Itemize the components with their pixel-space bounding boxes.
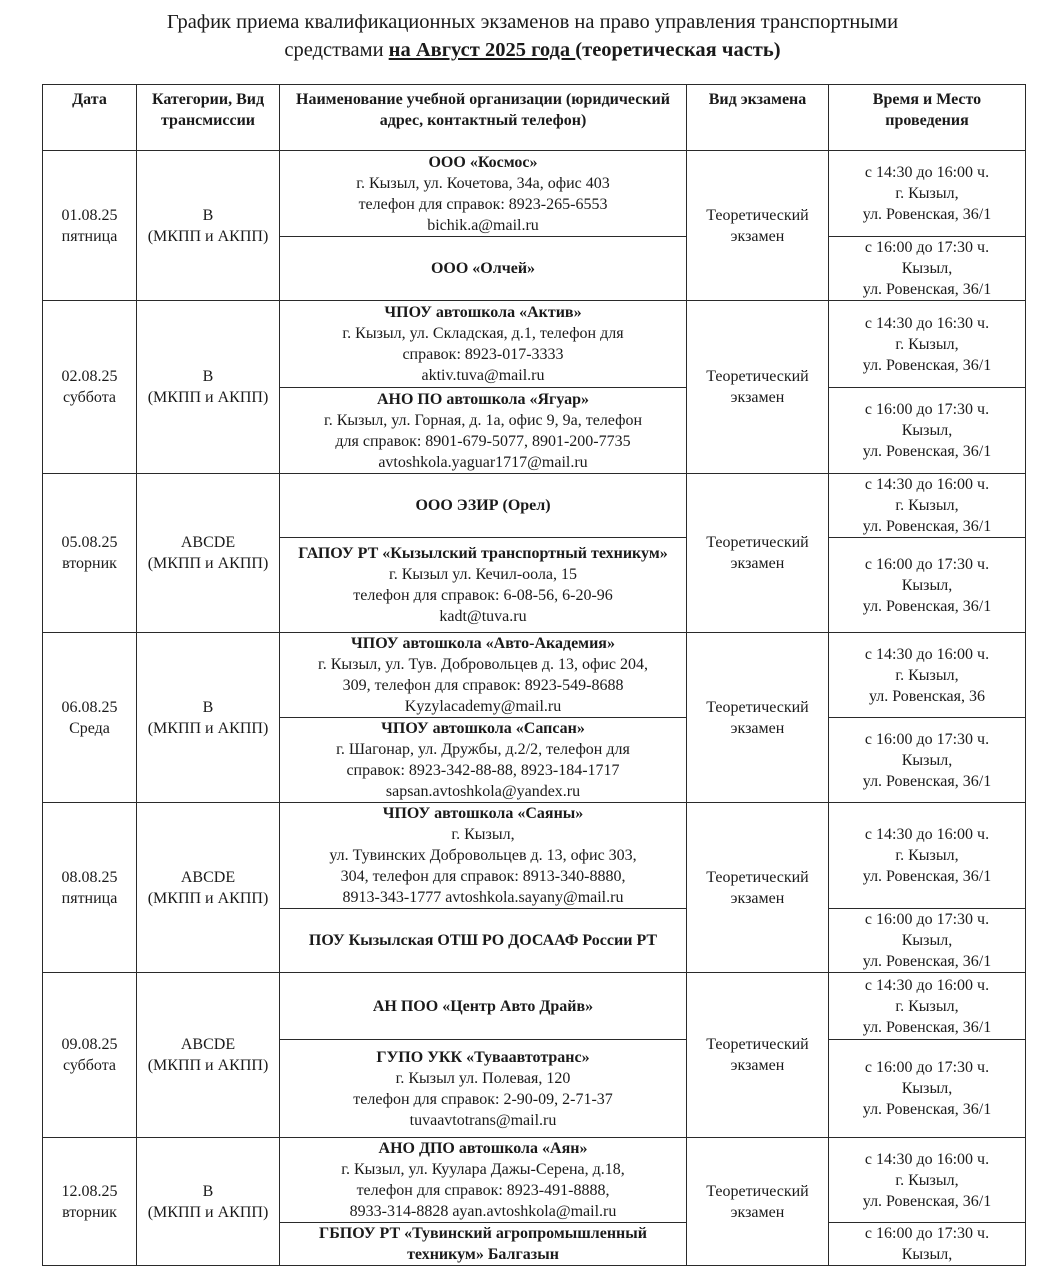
header-date: Дата xyxy=(43,85,137,151)
date-value: 06.08.25 xyxy=(61,698,118,716)
org-name: ООО «Олчей» xyxy=(430,260,536,277)
date-value: 12.08.25 xyxy=(61,1182,118,1200)
weekday: суббота xyxy=(62,1057,117,1074)
org-detail-line: г. Кызыл, xyxy=(451,826,515,843)
time-place-line: с 16:00 до 17:30 ч. xyxy=(864,1225,990,1242)
category-value: ABCDE xyxy=(180,868,236,886)
date-cell xyxy=(43,151,137,301)
category-cell xyxy=(137,973,280,1138)
org-detail-line: г. Шагонар, ул. Дружбы, д.2/2, телефон для xyxy=(336,741,630,758)
org-detail-line: г. Кызыл, ул. Куулара Дажы-Серена, д.18, xyxy=(341,1161,625,1178)
org-detail-line: телефон для справок: 8923-491-8888, xyxy=(356,1182,610,1199)
org-detail-line: г. Кызыл, ул. Тув. Добровольцев д. 13, офис 204, xyxy=(317,656,648,673)
time-place-line: с 16:00 до 17:30 ч. xyxy=(864,401,990,418)
category-value: B xyxy=(202,1182,214,1200)
time-place-line: Кызыл, xyxy=(901,751,953,769)
transmission: (МКПП и АКПП) xyxy=(147,1057,269,1074)
title-line-2 xyxy=(40,36,1025,64)
time-place-line: с 16:00 до 17:30 ч. xyxy=(864,555,990,573)
org-cell xyxy=(280,803,687,909)
transmission: (МКПП и АКПП) xyxy=(147,1203,269,1221)
org-detail-line: телефон для справок: 8923-265-6553 xyxy=(358,195,608,213)
org-cell xyxy=(280,1223,687,1266)
title-line-1: График приема квалификационных экзаменов на право управления транспортными xyxy=(166,11,899,33)
org-name: ГУПО УКК «Туваавтотранс» xyxy=(376,1048,590,1066)
header-time-place: Время и Место проведения xyxy=(829,85,1026,151)
time-place-cell xyxy=(829,973,1026,1040)
title-period: на Август 2025 года xyxy=(388,39,576,61)
org-cell xyxy=(280,237,687,301)
transmission: (МКПП и АКПП) xyxy=(147,227,269,245)
org-detail-line: 8913-343-1777 avtoshkola.sayany@mail.ru xyxy=(342,889,624,906)
org-name: ГАПОУ РТ «Кызылский транспортный техникум» xyxy=(298,545,668,562)
time-place-line: г. Кызыл, xyxy=(895,847,959,864)
org-name: ПОУ Кызылская ОТШ РО ДОСААФ России РТ xyxy=(308,932,658,949)
org-detail-line: 8933-314-8828 ayan.avtoshkola@mail.ru xyxy=(349,1203,617,1220)
time-place-line: ул. Ровенская, 36/1 xyxy=(862,206,992,223)
org-detail-line: 304, телефон для справок: 8913-340-8880, xyxy=(340,868,626,885)
org-name: ЧПОУ автошкола «Сапсан» xyxy=(381,720,585,737)
time-place-line: ул. Ровенская, 36/1 xyxy=(862,1101,992,1118)
weekday: пятница xyxy=(61,889,118,907)
time-place-cell xyxy=(829,1138,1026,1223)
date-value: 05.08.25 xyxy=(61,534,118,551)
table-row xyxy=(43,633,1026,718)
category-value: B xyxy=(202,206,214,224)
org-detail-line: tuvaavtotrans@mail.ru xyxy=(409,1111,557,1129)
org-cell xyxy=(280,633,687,718)
time-place-line: ул. Ровенская, 36/1 xyxy=(862,772,992,790)
date-value: 01.08.25 xyxy=(61,206,118,224)
org-detail-line: г. Кызыл, ул. Горная, д. 1а, офис 9, 9а, телефон xyxy=(323,411,643,429)
org-cell xyxy=(280,388,687,474)
time-place-line: ул. Ровенская, 36/1 xyxy=(862,868,992,885)
date-cell xyxy=(43,803,137,973)
time-place-line: с 14:30 до 16:00 ч. xyxy=(864,164,990,181)
exam-type-cell: Теоретический экзамен xyxy=(687,973,829,1138)
schedule-body xyxy=(43,151,1026,1266)
weekday: вторник xyxy=(62,1203,117,1221)
time-place-line: ул. Ровенская, 36/1 xyxy=(862,356,992,374)
time-place-cell xyxy=(829,718,1026,803)
time-place-line: ул. Ровенская, 36/1 xyxy=(862,443,992,460)
date-cell xyxy=(43,301,137,474)
date-cell xyxy=(43,474,137,633)
org-detail-line: для справок: 8901-679-5077, 8901-200-7735 xyxy=(335,432,631,450)
org-detail-line: ул. Тувинских Добровольцев д. 13, офис 303, xyxy=(329,847,637,864)
org-cell xyxy=(280,973,687,1040)
time-place-cell xyxy=(829,633,1026,718)
org-detail-line: sapsan.avtoshkola@yandex.ru xyxy=(385,783,581,800)
time-place-line: с 14:30 до 16:00 ч. xyxy=(864,976,990,994)
document-title xyxy=(40,8,1025,64)
time-place-line: ул. Ровенская, 36/1 xyxy=(862,281,992,298)
time-place-line: г. Кызыл, xyxy=(895,1171,959,1189)
date-cell xyxy=(43,633,137,803)
exam-type-cell: Теоретический экзамен xyxy=(687,301,829,474)
org-detail-line: справок: 8923-017-3333 xyxy=(402,346,564,363)
time-place-cell xyxy=(829,1223,1026,1266)
org-cell xyxy=(280,538,687,633)
org-name: АН ПОО «Центр Авто Драйв» xyxy=(372,997,594,1015)
org-detail-line: aktiv.tuva@mail.ru xyxy=(421,367,545,384)
time-place-line: с 14:30 до 16:00 ч. xyxy=(864,1150,990,1168)
category-cell xyxy=(137,1138,280,1266)
date-value: 09.08.25 xyxy=(61,1036,118,1053)
time-place-line: Кызыл, xyxy=(901,932,953,949)
org-detail-line: г. Кызыл ул. Кечил-оола, 15 xyxy=(388,566,578,583)
time-place-line: Кызыл, xyxy=(901,260,953,277)
table-row xyxy=(43,474,1026,538)
schedule-table xyxy=(42,84,1026,1266)
transmission: (МКПП и АКПП) xyxy=(147,555,269,572)
time-place-line: с 16:00 до 17:30 ч. xyxy=(864,239,990,256)
time-place-line: Кызыл, xyxy=(901,1080,953,1097)
exam-type-cell: Теоретический экзамен xyxy=(687,1138,829,1266)
org-name: ЧПОУ автошкола «Актив» xyxy=(384,304,582,321)
org-name: ЧПОУ автошкола «Саяны» xyxy=(382,805,584,822)
org-detail-line: г. Кызыл, ул. Кочетова, 34а, офис 403 xyxy=(356,174,610,192)
category-cell xyxy=(137,803,280,973)
time-place-line: г. Кызыл, xyxy=(895,997,959,1015)
header-org: Наименование учебной организации (юридический адрес, контактный телефон) xyxy=(280,85,687,151)
time-place-cell xyxy=(829,237,1026,301)
time-place-line: с 16:00 до 17:30 ч. xyxy=(864,911,990,928)
time-place-line: Кызыл, xyxy=(901,576,953,594)
table-row xyxy=(43,1138,1026,1223)
date-value: 08.08.25 xyxy=(61,868,118,886)
org-name: ООО ЭЗИР (Орел) xyxy=(415,497,551,514)
time-place-line: с 14:30 до 16:30 ч. xyxy=(864,314,990,332)
header-category: Категории, Вид трансмиссии xyxy=(137,85,280,151)
org-name: ЧПОУ автошкола «Авто-Академия» xyxy=(351,635,615,652)
table-row xyxy=(43,301,1026,388)
category-cell xyxy=(137,301,280,474)
org-cell xyxy=(280,1040,687,1138)
category-value: B xyxy=(202,698,214,716)
weekday: вторник xyxy=(62,555,117,572)
time-place-cell xyxy=(829,538,1026,633)
weekday: Среда xyxy=(69,719,110,737)
table-row xyxy=(43,151,1026,237)
time-place-cell xyxy=(829,909,1026,973)
time-place-line: с 16:00 до 17:30 ч. xyxy=(864,1059,990,1076)
org-detail-line: справок: 8923-342-88-88, 8923-184-1717 xyxy=(346,762,620,779)
org-detail-line: телефон для справок: 6-08-56, 6-20-96 xyxy=(353,587,613,604)
org-detail-line: avtoshkola.yaguar1717@mail.ru xyxy=(378,453,588,471)
org-cell xyxy=(280,151,687,237)
weekday: пятница xyxy=(61,227,118,245)
time-place-line: ул. Ровенская, 36 xyxy=(869,687,985,705)
category-value: B xyxy=(202,368,214,385)
table-row xyxy=(43,803,1026,909)
org-cell xyxy=(280,301,687,388)
org-cell xyxy=(280,909,687,973)
date-cell xyxy=(43,973,137,1138)
time-place-cell xyxy=(829,151,1026,237)
time-place-line: Кызыл, xyxy=(901,1246,953,1263)
time-place-line: г. Кызыл, xyxy=(895,666,959,684)
time-place-line: ул. Ровенская, 36/1 xyxy=(862,597,992,615)
time-place-line: г. Кызыл, xyxy=(895,335,959,353)
time-place-cell xyxy=(829,803,1026,909)
title-suffix: (теоретическая часть) xyxy=(575,39,781,61)
org-cell xyxy=(280,718,687,803)
time-place-line: с 14:30 до 16:00 ч. xyxy=(864,826,990,843)
category-cell xyxy=(137,633,280,803)
time-place-line: ул. Ровенская, 36/1 xyxy=(862,518,992,535)
time-place-line: ул. Ровенская, 36/1 xyxy=(862,1192,992,1210)
org-cell xyxy=(280,474,687,538)
org-detail-line: 309, телефон для справок: 8923-549-8688 xyxy=(342,677,624,694)
time-place-line: г. Кызыл, xyxy=(895,497,959,514)
org-name: АНО ПО автошкола «Ягуар» xyxy=(376,390,589,408)
title-prefix: средствами xyxy=(284,39,389,61)
org-name: ООО «Космос» xyxy=(428,153,538,171)
org-detail-line: kadt@tuva.ru xyxy=(439,608,527,625)
transmission: (МКПП и АКПП) xyxy=(147,389,269,406)
time-place-cell xyxy=(829,474,1026,538)
time-place-line: с 14:30 до 16:00 ч. xyxy=(864,645,990,663)
category-value: ABCDE xyxy=(180,534,236,551)
exam-type-cell: Теоретический экзамен xyxy=(687,633,829,803)
category-value: ABCDE xyxy=(180,1036,236,1053)
weekday: суббота xyxy=(62,389,117,406)
org-detail-line: Kyzylacademy@mail.ru xyxy=(404,698,562,715)
exam-type-cell: Теоретический экзамен xyxy=(687,803,829,973)
time-place-line: Кызыл, xyxy=(901,422,953,439)
org-detail-line: bichik.a@mail.ru xyxy=(427,216,539,234)
date-value: 02.08.25 xyxy=(61,368,118,385)
transmission: (МКПП и АКПП) xyxy=(147,889,269,907)
category-cell xyxy=(137,474,280,633)
org-name: АНО ДПО автошкола «Аян» xyxy=(378,1140,588,1157)
org-detail-line: телефон для справок: 2-90-09, 2-71-37 xyxy=(353,1090,613,1108)
date-cell xyxy=(43,1138,137,1266)
time-place-line: с 16:00 до 17:30 ч. xyxy=(864,730,990,748)
time-place-cell xyxy=(829,1040,1026,1138)
transmission: (МКПП и АКПП) xyxy=(147,719,269,737)
exam-type-cell: Теоретический экзамен xyxy=(687,474,829,633)
time-place-cell xyxy=(829,388,1026,474)
time-place-line: с 14:30 до 16:00 ч. xyxy=(864,476,990,493)
time-place-line: г. Кызыл, xyxy=(895,185,959,202)
header-exam-type: Вид экзамена xyxy=(687,85,829,151)
table-row xyxy=(43,973,1026,1040)
org-detail-line: г. Кызыл, ул. Складская, д.1, телефон для xyxy=(342,325,624,342)
time-place-cell xyxy=(829,301,1026,388)
time-place-line: ул. Ровенская, 36/1 xyxy=(862,953,992,970)
org-cell xyxy=(280,1138,687,1223)
exam-type-cell: Теоретический экзамен xyxy=(687,151,829,301)
org-detail-line: г. Кызыл ул. Полевая, 120 xyxy=(395,1069,571,1087)
category-cell xyxy=(137,151,280,301)
time-place-line: ул. Ровенская, 36/1 xyxy=(862,1018,992,1036)
org-name: ГБПОУ РТ «Тувинский агропромышленный техникум» Балгазын xyxy=(319,1225,647,1263)
header-row xyxy=(43,85,1026,151)
